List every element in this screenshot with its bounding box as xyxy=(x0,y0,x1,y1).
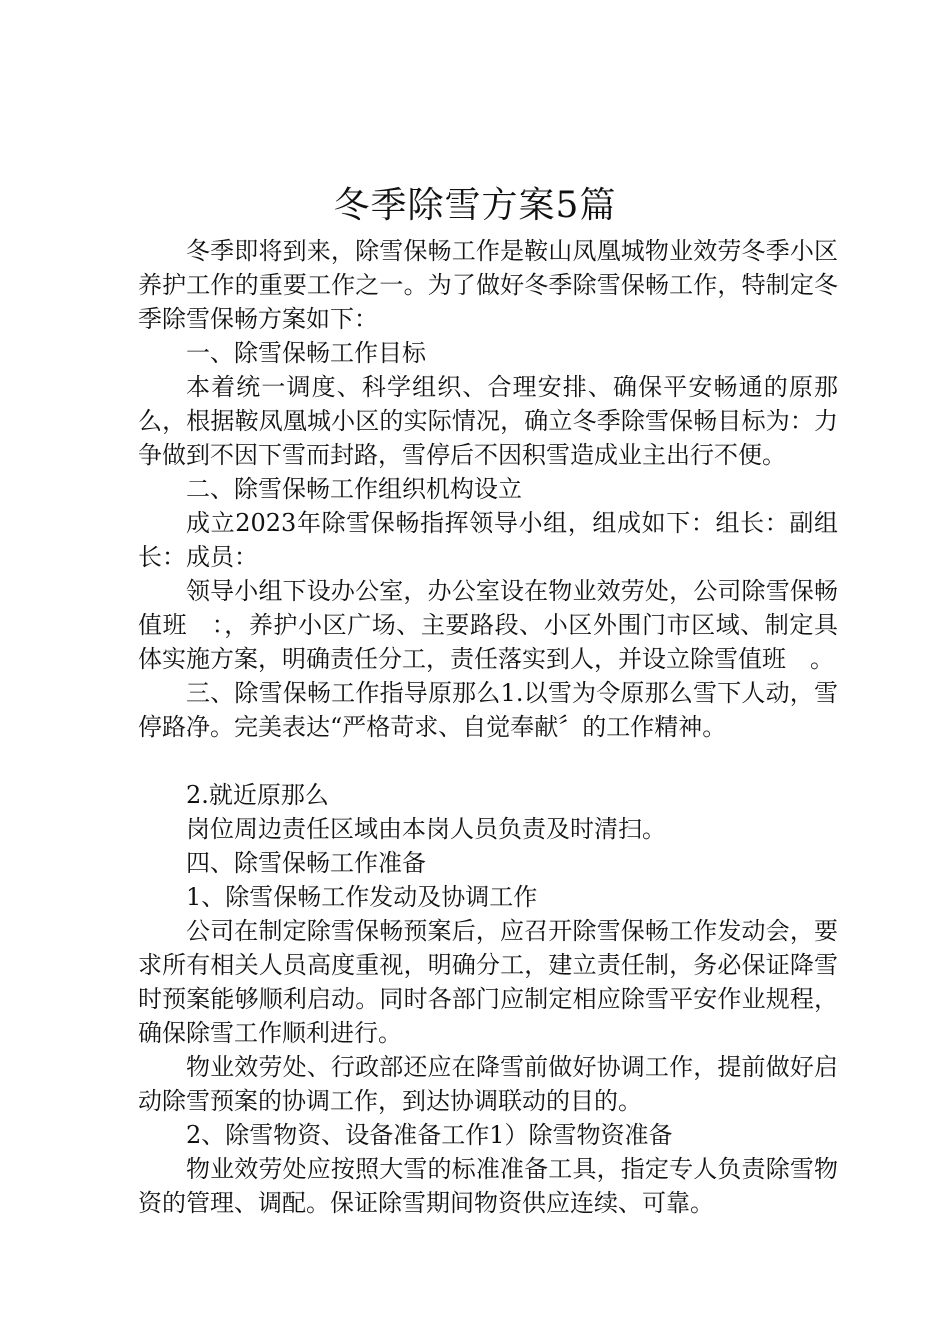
paragraph-goal: 本着统一调度、科学组织、合理安排、确保平安畅通的原那么，根据鞍凤凰城小区的实际情况，确立冬季除雪保畅目标为：力争做到不因下雪而封路，雪停后不因积雪造成业主出行不便。 xyxy=(138,373,838,469)
paragraph-mobilization: 公司在制定除雪保畅预案后，应召开除雪保畅工作发动会，要求所有相关人员高度重视，明确分工，建立责任制，务必保证降雪时预案能够顺利启动。同时各部门应制定相应除雪平安作业规程，确保除雪工作顺利进行。 xyxy=(138,917,838,1047)
heading-section-2: 二、除雪保畅工作组织机构设立 xyxy=(186,475,522,503)
paragraph-coordination: 物业效劳处、行政部还应在降雪前做好协调工作，提前做好启动除雪预案的协调工作，到达协调联动的目的。 xyxy=(138,1053,838,1115)
heading-subsection-1: 1、除雪保畅工作发动及协调工作 xyxy=(186,883,538,911)
paragraph-principle-1: 三、除雪保畅工作指导原那么1.以雪为令原那么雪下人动，雪停路净。完美表达“严格苛求、自觉奉献〞的工作精神。 xyxy=(138,679,838,741)
heading-section-1: 一、除雪保畅工作目标 xyxy=(186,339,426,367)
heading-principle-2: 2.就近原那么 xyxy=(186,781,329,809)
heading-section-4: 四、除雪保畅工作准备 xyxy=(186,849,426,877)
paragraph-materials: 物业效劳处应按照大雪的标准准备工具，指定专人负责除雪物资的管理、调配。保证除雪期间物资供应连续、可靠。 xyxy=(138,1155,838,1217)
paragraph-spacer xyxy=(138,744,838,778)
paragraph-principle-2: 岗位周边责任区域由本岗人员负责及时清扫。 xyxy=(186,815,666,843)
document-title: 冬季除雪方案5篇 xyxy=(333,185,617,226)
paragraph-leadership-group: 成立2023年除雪保畅指挥领导小组，组成如下：组长：副组长：成员： xyxy=(138,509,838,571)
paragraph-intro: 冬季即将到来，除雪保畅工作是鞍山凤凰城物业效劳冬季小区养护工作的重要工作之一。为了做好冬季除雪保畅工作，特制定冬季除雪保畅方案如下： xyxy=(138,237,838,333)
heading-subsection-2: 2、除雪物资、设备准备工作1）除雪物资准备 xyxy=(186,1121,673,1149)
document-body xyxy=(138,234,838,1220)
paragraph-office: 领导小组下设办公室，办公室设在物业效劳处，公司除雪保畅值班 ：，养护小区广场、主要路段、小区外围门市区域、制定具体实施方案，明确责任分工，责任落实到人，并设立除雪值班 。 xyxy=(138,577,838,673)
